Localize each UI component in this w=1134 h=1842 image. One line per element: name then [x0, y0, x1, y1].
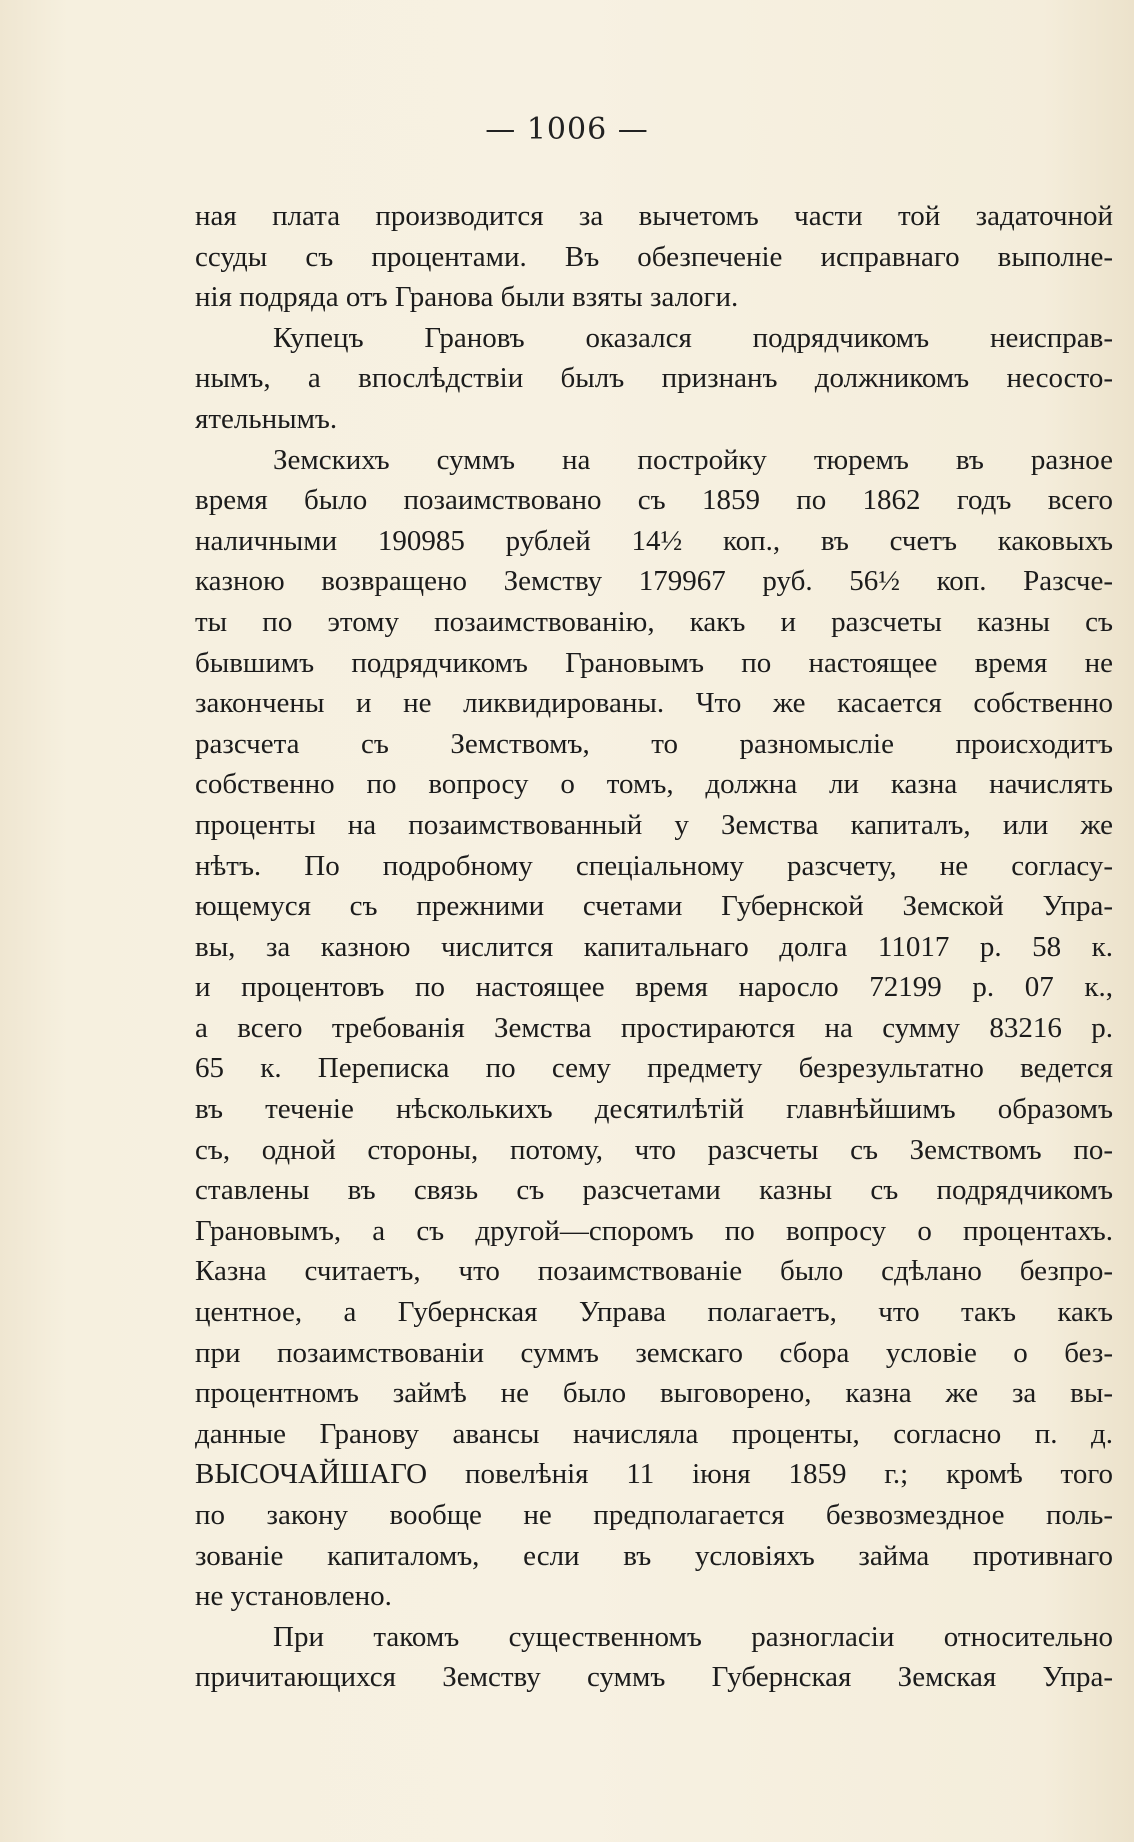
- text-line: нымъ, а впослѣдствіи былъ признанъ должникомъ несосто-: [195, 362, 1113, 395]
- text-line: а всего требованія Земства простираются на сумму 83216 р.: [195, 1011, 1113, 1044]
- text-line: ная плата производится за вычетомъ части той задаточной: [195, 200, 1113, 232]
- paragraph-start-line: При такомъ существенномъ разногласіи относительно: [273, 1620, 1113, 1653]
- text-line: по закону вообще не предполагается безвозмездное поль-: [195, 1499, 1113, 1531]
- text-line: при позаимствованіи суммъ земскаго сбора условіе о без-: [195, 1336, 1113, 1369]
- text-line: время было позаимствовано съ 1859 по 1862 годъ всего: [195, 484, 1113, 517]
- text-line: проценты на позаимствованный у Земства капиталъ, или же: [195, 808, 1113, 841]
- paragraph-start-line: Земскихъ суммъ на постройку тюремъ въ разное: [273, 443, 1113, 476]
- text-line: разсчета съ Земствомъ, то разномысліе происходитъ: [195, 727, 1113, 760]
- text-line: ссуды съ процентами. Въ обезпеченіе исправнаго выполне-: [195, 240, 1113, 273]
- text-line: центное, а Губернская Управа полагаетъ, что такъ какъ: [195, 1296, 1113, 1329]
- text-line: съ, одной стороны, потому, что разсчеты съ Земствомъ по-: [195, 1133, 1113, 1166]
- text-line: нія подряда отъ Гранова были взяты залоги.: [195, 281, 739, 314]
- body-text: [195, 196, 1113, 1698]
- text-line: ВЫСОЧАЙШАГО повелѣнія 11 іюня 1859 г.; кромѣ того: [195, 1458, 1113, 1491]
- text-line: ющемуся съ прежними счетами Губернской Земской Упра-: [195, 890, 1113, 923]
- text-line: вы, за казною числится капитальнаго долга 11017 р. 58 к.: [195, 930, 1113, 963]
- text-line: ты по этому позаимствованію, какъ и разсчеты казны съ: [195, 605, 1113, 638]
- text-line: въ теченіе нѣсколькихъ десятилѣтій главнѣйшимъ образомъ: [195, 1093, 1113, 1126]
- text-line: закончены и не ликвидированы. Что же касается собственно: [195, 687, 1113, 720]
- text-line: причитающихся Земству суммъ Губернская Земская Упра-: [195, 1661, 1113, 1694]
- text-line: наличными 190985 рублей 14½ коп., въ счетъ каковыхъ: [195, 524, 1113, 557]
- text-line: ставлены въ связь съ разсчетами казны съ подрядчикомъ: [195, 1174, 1113, 1207]
- text-line: ятельнымъ.: [195, 402, 338, 435]
- paragraph-start-line: Купецъ Грановъ оказался подрядчикомъ неисправ-: [273, 321, 1113, 354]
- text-line: данные Гранову авансы начисляла проценты, согласно п. д.: [195, 1417, 1113, 1450]
- text-line: собственно по вопросу о томъ, должна ли казна начислять: [195, 768, 1113, 801]
- text-line: нѣтъ. По подробному спеціальному разсчету, не согласу-: [195, 849, 1113, 882]
- text-line: и процентовъ по настоящее время наросло 72199 р. 07 к.,: [195, 971, 1113, 1004]
- text-line: Грановымъ, а съ другой—споромъ по вопросу о процентахъ.: [195, 1214, 1113, 1247]
- text-line: не установлено.: [195, 1580, 392, 1613]
- text-line: 65 к. Переписка по сему предмету безрезультатно ведется: [195, 1052, 1113, 1085]
- text-line: бывшимъ подрядчикомъ Грановымъ по настоящее время не: [195, 646, 1113, 679]
- text-line: казною возвращено Земству 179967 руб. 56½ коп. Разсче-: [195, 565, 1113, 598]
- text-line: зованіе капиталомъ, если въ условіяхъ займа противнаго: [195, 1539, 1113, 1572]
- text-line: Казна считаетъ, что позаимствованіе было сдѣлано безпро-: [195, 1255, 1113, 1288]
- text-line: процентномъ займѣ не было выговорено, казна же за вы-: [195, 1377, 1113, 1410]
- page-number: — 1006 —: [485, 112, 649, 147]
